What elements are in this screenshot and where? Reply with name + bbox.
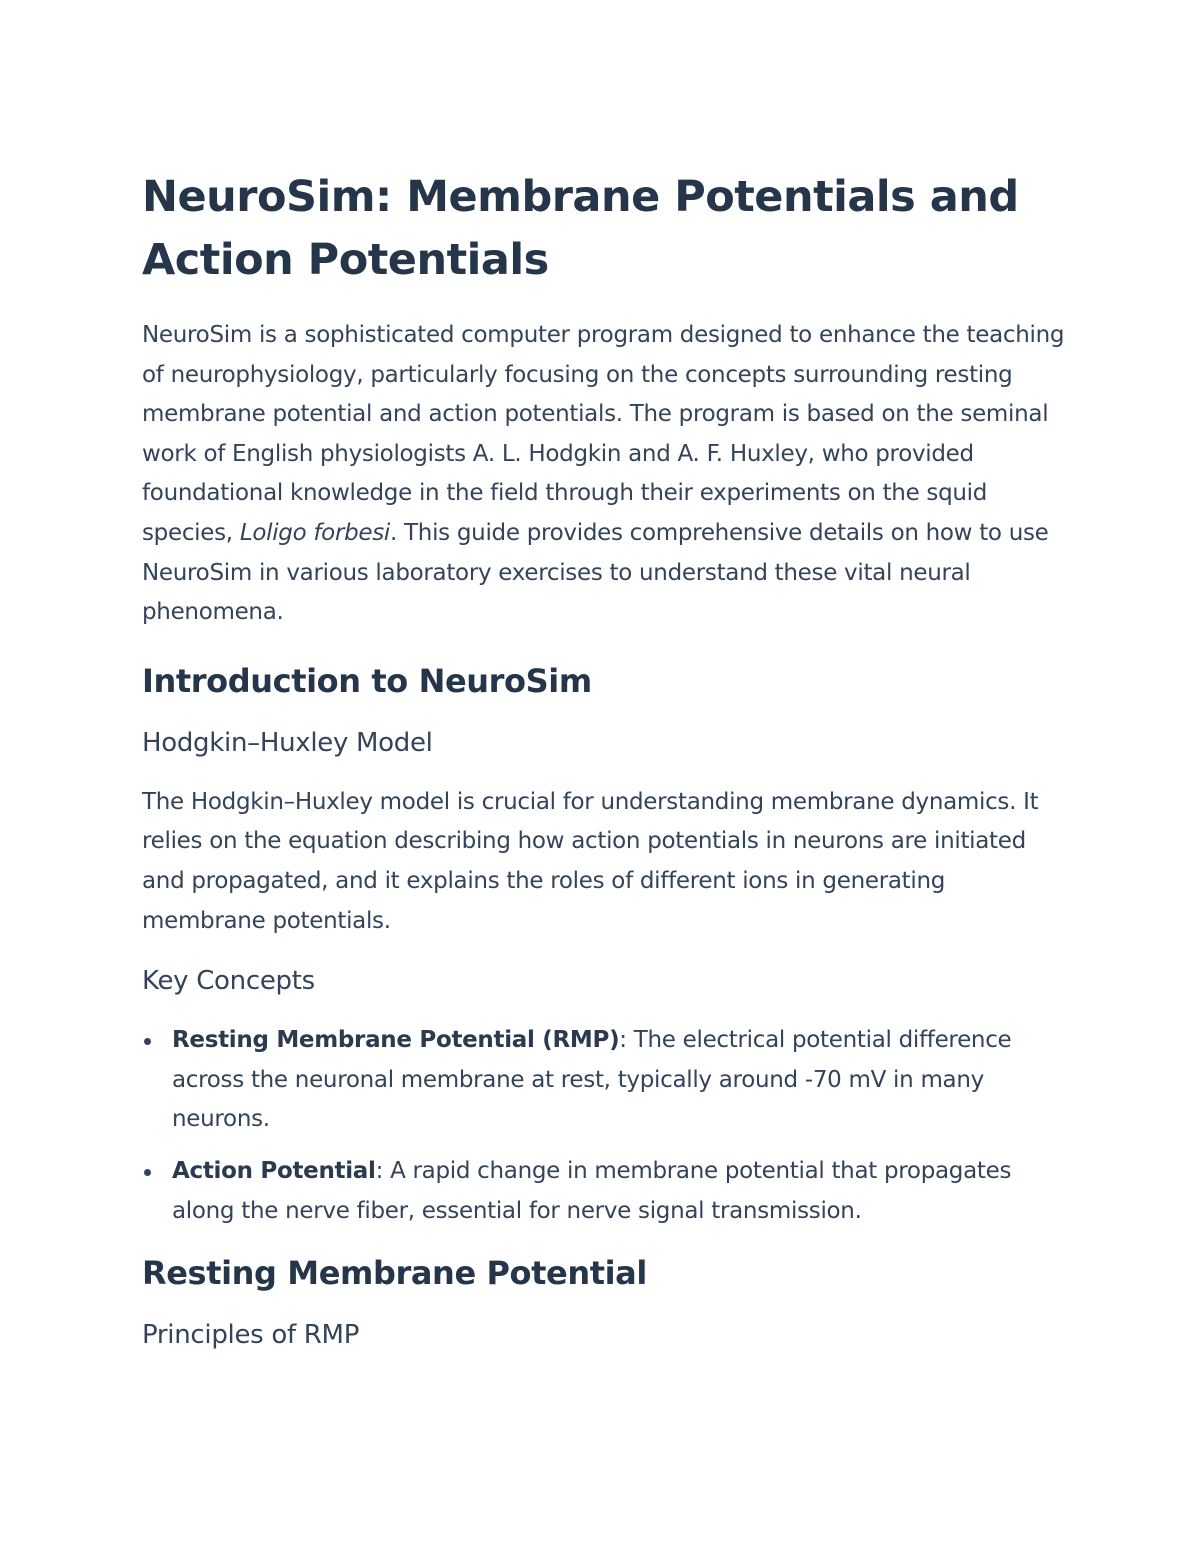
concept-definition: : A rapid change in membrane potential that propagates along the nerve fiber, essential for nerve signal transmission. <box>172 1157 1012 1224</box>
concept-term: Action Potential <box>172 1157 376 1184</box>
bullet-icon <box>144 1038 151 1045</box>
concept-term: Resting Membrane Potential (RMP) <box>172 1027 620 1054</box>
list-item <box>142 1021 1072 1140</box>
section-heading-introduction: Introduction to NeuroSim <box>142 661 592 700</box>
subheading-principles-of-rmp: Principles of RMP <box>142 1320 360 1351</box>
subheading-hodgkin-huxley: Hodgkin–Huxley Model <box>142 727 433 758</box>
key-concepts-list <box>142 1021 1072 1231</box>
bullet-icon <box>144 1169 151 1176</box>
species-name: Loligo forbesi <box>239 519 391 546</box>
list-item <box>142 1152 1072 1231</box>
intro-text-start: NeuroSim is a sophisticated computer program designed to enhance the teaching of neurophysiology, particularly focusing on the concepts surrounding resting membrane potential and action potentials. The program is based on the seminal work of English physiologists A. L. Hodgkin and A. F. Huxley, who provided foundational knowledge in the field through their experiments on the squid species, <box>142 322 1065 546</box>
intro-paragraph <box>142 316 1072 633</box>
concept-definition: : The electrical potential difference across the neuronal membrane at rest, typically around -70 mV in many neurons. <box>172 1027 1012 1133</box>
section-heading-resting-membrane-potential: Resting Membrane Potential <box>142 1254 647 1293</box>
document-page <box>142 166 1072 1375</box>
intro-text-end: . This guide provides comprehensive details on how to use NeuroSim in various laboratory exercises to understand these vital neural phenomena. <box>142 519 1049 626</box>
page-title: NeuroSim: Membrane Potentials and Action Potentials <box>142 172 1019 285</box>
hodgkin-huxley-paragraph: The Hodgkin–Huxley model is crucial for understanding membrane dynamics. It relies on the equation describing how action potentials in neurons are initiated and propagated, and it explains the roles of different ions in generating membrane potentials. <box>142 788 1039 934</box>
subheading-key-concepts: Key Concepts <box>142 966 315 997</box>
